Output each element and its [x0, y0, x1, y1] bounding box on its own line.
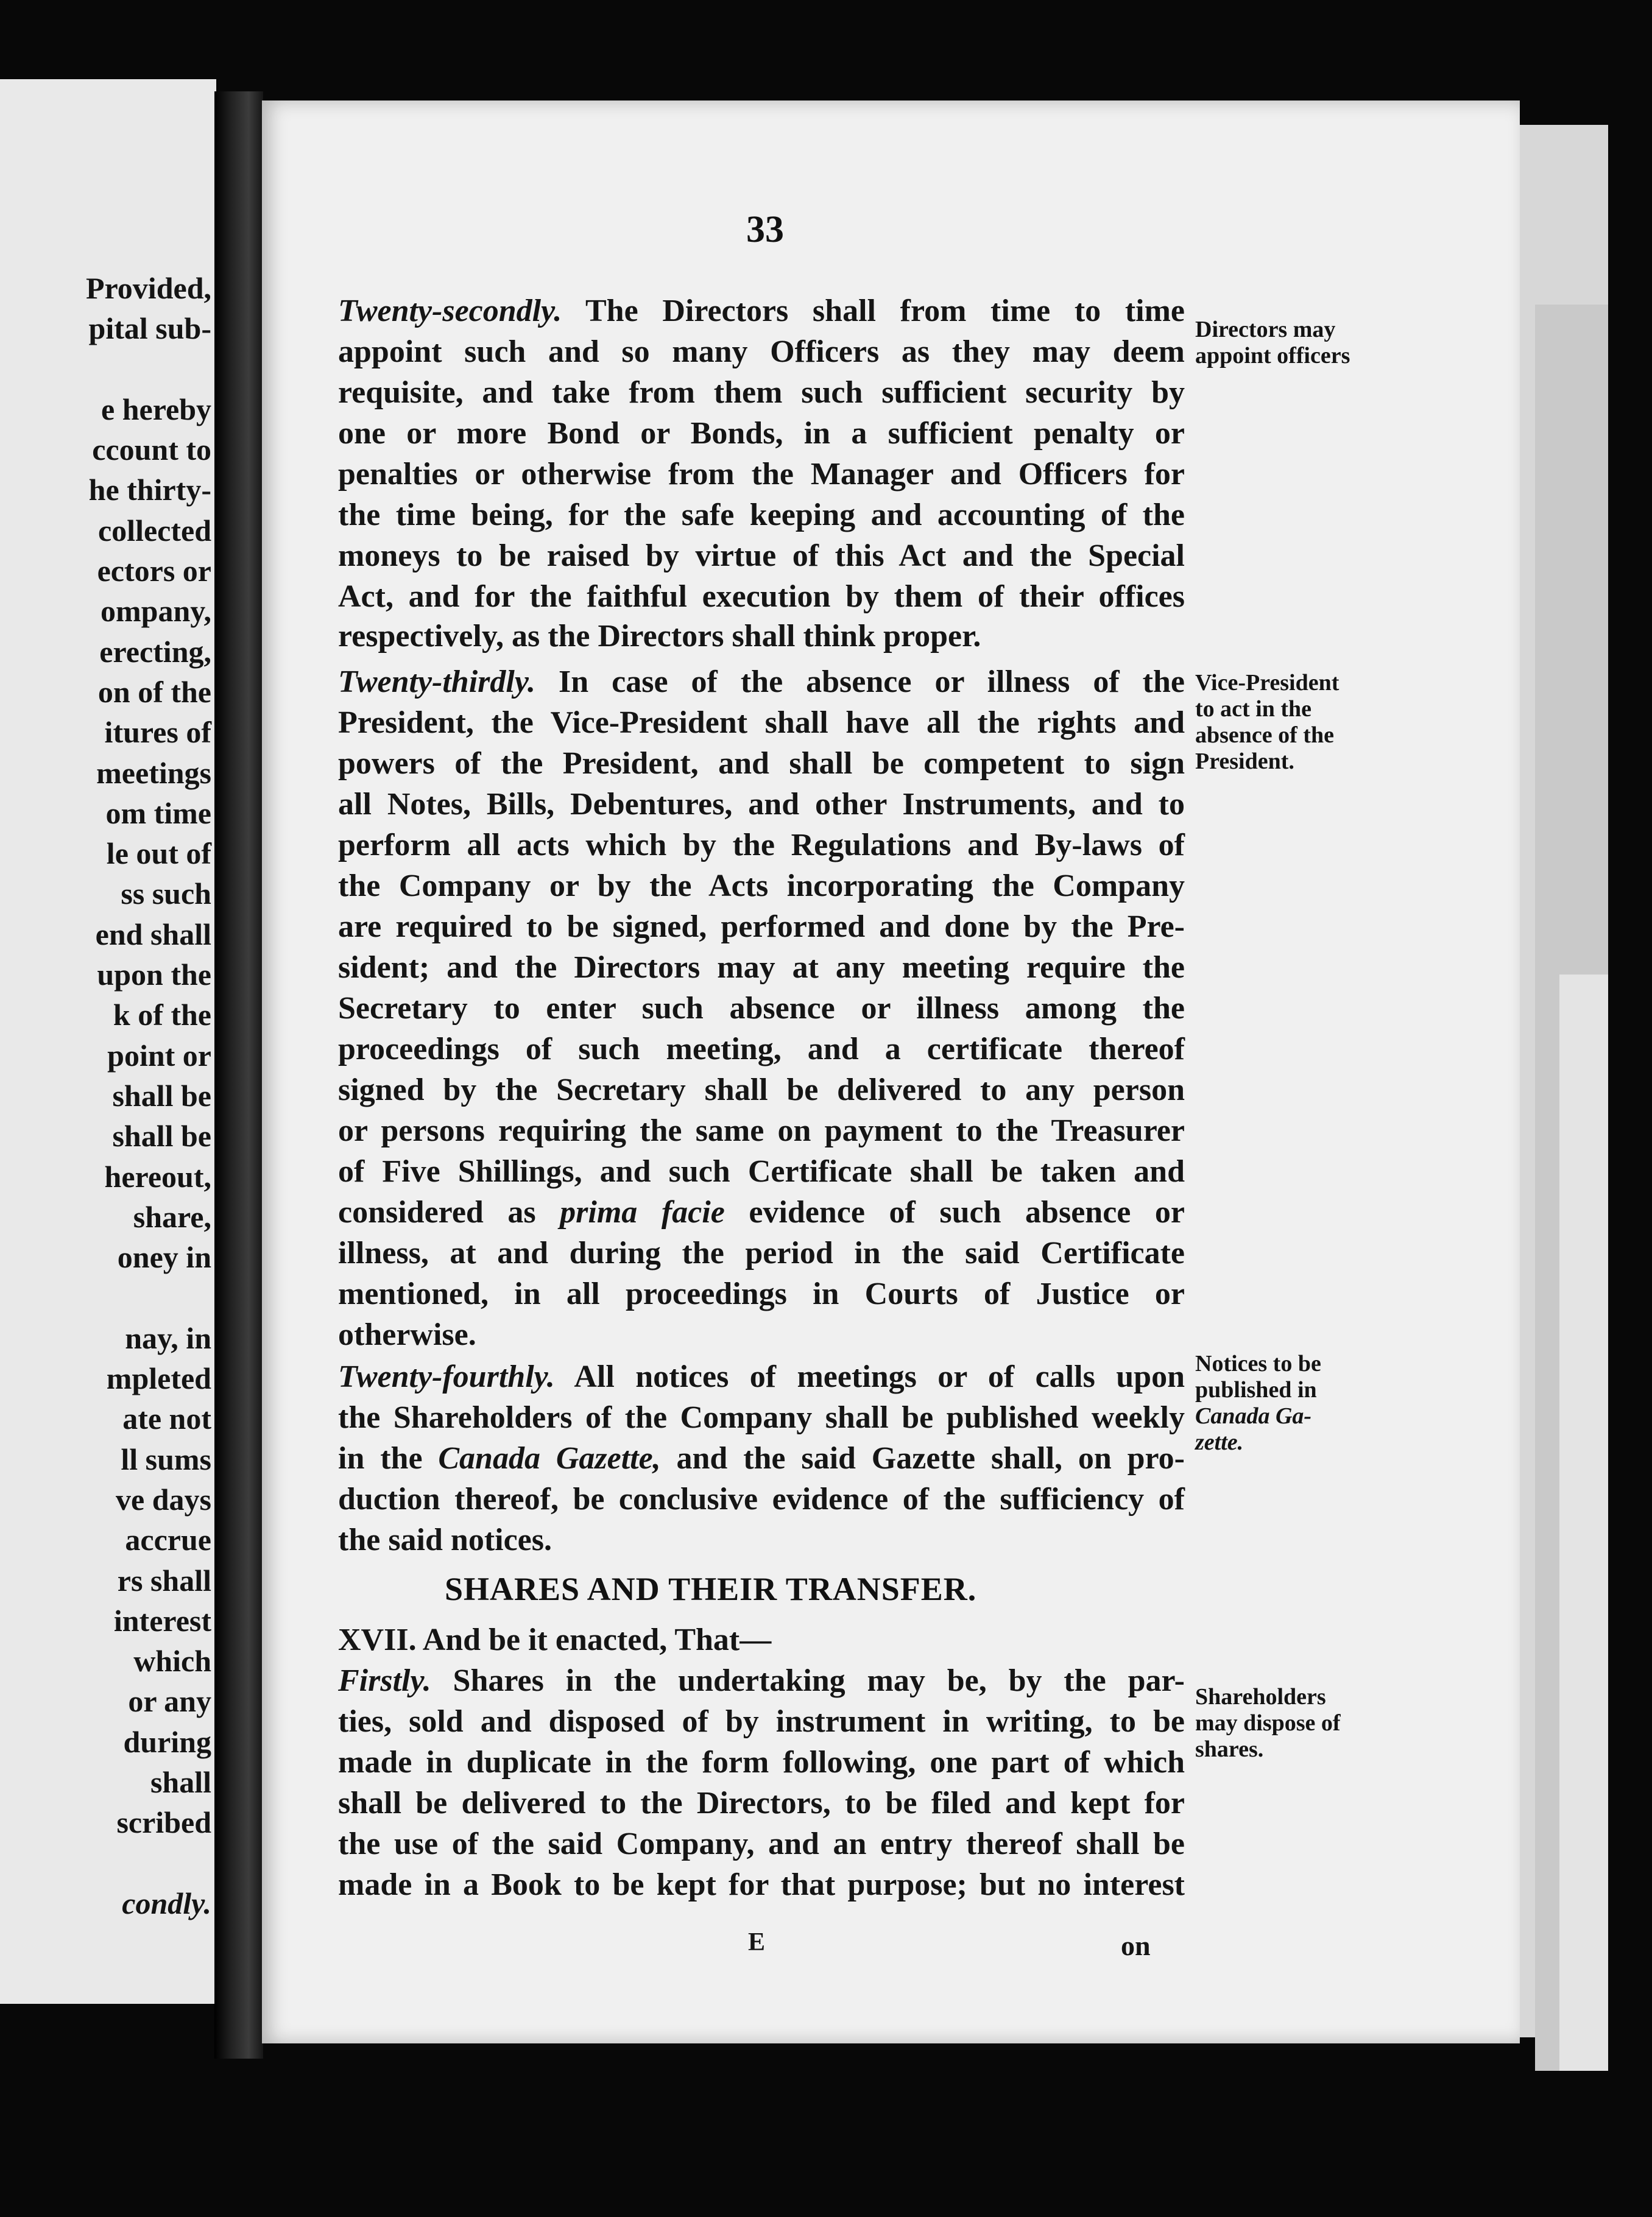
- text-line: [338, 1070, 1185, 1110]
- previous-page-line: ectors or: [97, 554, 211, 588]
- previous-page-line: k of the: [113, 998, 211, 1032]
- text-line: [338, 577, 1185, 617]
- previous-page-line: or any: [128, 1684, 211, 1719]
- italic-text: Twenty-fourthly.: [338, 1359, 555, 1394]
- text-span: perform all acts which by the Regulations and By-laws of: [338, 828, 1185, 862]
- text-line: [338, 1439, 1185, 1479]
- previous-page-line: which: [133, 1644, 211, 1679]
- previous-page-line: ccount to: [92, 432, 211, 467]
- previous-page-line: oney in: [117, 1240, 211, 1275]
- text-line: [338, 536, 1185, 576]
- previous-page-line: shall be: [112, 1078, 211, 1113]
- text-span: and the said Gazette shall, on pro-: [660, 1441, 1185, 1476]
- text-line: [338, 662, 1185, 702]
- margin-note-line: zette.: [1195, 1429, 1244, 1455]
- margin-note: [1195, 670, 1396, 775]
- text-span: the Shareholders of the Company shall be published weekly: [338, 1400, 1185, 1435]
- text-line: [338, 1520, 1185, 1560]
- text-line: [338, 495, 1185, 535]
- previous-page-line: nay, in: [125, 1320, 211, 1355]
- text-span: the use of the said Company, and an entry thereof shall be: [338, 1827, 1185, 1861]
- text-span: otherwise.: [338, 1317, 476, 1352]
- previous-page-text: [86, 268, 211, 1923]
- catchword: on: [1121, 1930, 1151, 1961]
- previous-page-line: shall: [150, 1764, 211, 1799]
- previous-page-line: le out of: [106, 836, 211, 871]
- text-span: penalties or otherwise from the Manager and Officers for: [338, 457, 1185, 492]
- text-span: mentioned, in all proceedings in Courts of Justice or: [338, 1277, 1185, 1311]
- text-span: Shares in the undertaking may be, by the par-: [431, 1663, 1185, 1698]
- margin-note-line: President.: [1195, 749, 1294, 774]
- previous-page-line: [86, 1843, 211, 1883]
- text-span: or persons requiring the same on payment to the Treasurer: [338, 1113, 1185, 1148]
- text-line: [338, 291, 1185, 331]
- text-line: [338, 1193, 1185, 1233]
- previous-page-line: interest: [113, 1603, 211, 1638]
- text-span: the Company or by the Acts incorporating the Company: [338, 869, 1185, 903]
- text-span: In case of the absence or illness of the: [535, 664, 1185, 699]
- margin-note-line: Shareholders: [1195, 1684, 1326, 1710]
- text-line: [338, 1274, 1185, 1314]
- previous-page-line: [86, 1277, 211, 1317]
- text-span: ties, sold and disposed of by instrument in writing, to be: [338, 1704, 1185, 1739]
- text-span: All notices of meetings or of calls upon: [554, 1359, 1185, 1394]
- previous-page-line: shall be: [112, 1119, 211, 1154]
- text-span: evidence of such absence or: [724, 1195, 1185, 1230]
- previous-page-line: scribed: [116, 1805, 211, 1840]
- text-span: the said notices.: [338, 1523, 552, 1557]
- text-span: respectively, as the Directors shall think proper.: [338, 619, 981, 654]
- text-span: requisite, and take from them such sufficient security by: [338, 375, 1185, 410]
- previous-page-line: he thirty-: [88, 473, 211, 507]
- previous-page-line: ss such: [121, 876, 211, 911]
- previous-page-line: mpleted: [106, 1361, 211, 1396]
- text-line: [338, 1315, 1185, 1355]
- text-span: The Directors shall from time to time: [562, 294, 1185, 328]
- italic-text: Twenty-secondly.: [338, 294, 562, 328]
- margin-note-line: Canada Ga-: [1195, 1403, 1312, 1429]
- text-span: made in duplicate in the form following, one part of which: [338, 1745, 1185, 1780]
- text-line: [338, 907, 1185, 947]
- margin-note: [1195, 317, 1396, 369]
- text-line: [338, 1233, 1185, 1274]
- text-span: XVII. And be it enacted, That—: [338, 1623, 772, 1657]
- page-number: 33: [746, 209, 784, 250]
- text-span: in the: [338, 1441, 439, 1476]
- previous-page-line: hereout,: [104, 1159, 211, 1194]
- text-line: [338, 414, 1185, 454]
- text-line: [338, 784, 1185, 825]
- text-line: [338, 989, 1185, 1029]
- text-span: considered as: [338, 1195, 560, 1230]
- margin-note-line: shares.: [1195, 1736, 1264, 1762]
- text-span: are required to be signed, performed and done by the Pre-: [338, 909, 1185, 944]
- previous-page-line: ll sums: [121, 1442, 211, 1476]
- text-span: President, the Vice-President shall have all the rights and: [338, 705, 1185, 740]
- text-line: [338, 1702, 1185, 1742]
- text-line: [338, 1152, 1185, 1192]
- previous-page-line: rs shall: [117, 1563, 211, 1598]
- text-line: [338, 1479, 1185, 1520]
- previous-page-line: condly.: [122, 1886, 211, 1920]
- text-span: one or more Bond or Bonds, in a sufficient penalty or: [338, 416, 1185, 451]
- binding-gutter: [214, 91, 263, 2059]
- previous-page-line: e hereby: [101, 392, 211, 426]
- previous-page-line: erecting,: [99, 634, 211, 669]
- section-heading: SHARES AND THEIR TRANSFER.: [445, 1571, 977, 1607]
- text-line: [338, 744, 1185, 784]
- text-span: of Five Shillings, and such Certificate shall be taken and: [338, 1154, 1185, 1189]
- italic-text: Twenty-thirdly.: [338, 664, 536, 699]
- margin-note-line: Directors may: [1195, 317, 1336, 342]
- previous-page-line: end shall: [95, 917, 211, 951]
- text-line: [338, 1620, 1185, 1660]
- text-span: signed by the Secretary shall be delivered to any person: [338, 1073, 1185, 1107]
- previous-page: [0, 79, 216, 2004]
- text-line: [338, 1111, 1185, 1151]
- text-span: appoint such and so many Officers as they may deem: [338, 334, 1185, 369]
- margin-note-line: may dispose of: [1195, 1710, 1341, 1736]
- italic-text: Firstly.: [338, 1663, 431, 1698]
- text-line: [338, 948, 1185, 988]
- previous-page-line: om time: [105, 795, 211, 830]
- text-line: [338, 1661, 1185, 1701]
- text-span: powers of the President, and shall be competent to sign: [338, 746, 1185, 781]
- previous-page-line: share,: [133, 1199, 211, 1234]
- margin-note-line: absence of the: [1195, 722, 1334, 748]
- previous-page-line: Provided,: [85, 271, 211, 305]
- text-span: the time being, for the safe keeping and accounting of the: [338, 498, 1185, 532]
- text-line: [338, 373, 1185, 413]
- previous-page-line: itures of: [104, 715, 211, 750]
- text-line: [338, 703, 1185, 743]
- previous-page-line: accrue: [125, 1523, 211, 1557]
- text-line: [338, 454, 1185, 495]
- italic-text: prima facie: [560, 1195, 725, 1230]
- margin-note-line: published in: [1195, 1377, 1317, 1403]
- text-span: proceedings of such meeting, and a certificate thereof: [338, 1032, 1185, 1066]
- margin-note: [1195, 1351, 1396, 1456]
- text-span: Act, and for the faithful execution by them of their offices: [338, 579, 1185, 614]
- margin-note-line: Vice-President: [1195, 670, 1340, 696]
- previous-page-line: collected: [97, 513, 211, 548]
- margin-note: [1195, 1684, 1396, 1763]
- previous-page-line: during: [123, 1724, 211, 1759]
- previous-page-line: upon the: [97, 957, 211, 992]
- text-span: sident; and the Directors may at any meeting require the: [338, 950, 1185, 985]
- text-line: [338, 1029, 1185, 1070]
- text-span: illness, at and during the period in the said Certificate: [338, 1236, 1185, 1271]
- text-span: Secretary to enter such absence or illness among the: [338, 991, 1185, 1026]
- text-line: [338, 825, 1185, 865]
- page-edge: [1559, 975, 1608, 2071]
- text-line: [338, 866, 1185, 906]
- text-line: [338, 1743, 1185, 1783]
- italic-text: Canada Gazette,: [438, 1441, 661, 1476]
- text-line: [338, 616, 1185, 657]
- text-span: all Notes, Bills, Debentures, and other Instruments, and to: [338, 787, 1185, 822]
- previous-page-line: meetings: [96, 755, 211, 790]
- text-line: [338, 1783, 1185, 1824]
- text-line: [338, 332, 1185, 372]
- previous-page-line: [86, 349, 211, 389]
- text-span: made in a Book to be kept for that purpose; but no interest: [338, 1867, 1185, 1902]
- text-line: [338, 1824, 1185, 1864]
- text-span: duction thereof, be conclusive evidence of the sufficiency of: [338, 1482, 1185, 1517]
- text-line: [338, 1357, 1185, 1397]
- previous-page-line: on of the: [97, 674, 211, 709]
- text-line: [338, 1865, 1185, 1905]
- previous-page-line: ve days: [116, 1482, 211, 1517]
- text-line: [338, 1398, 1185, 1438]
- previous-page-line: ompany,: [100, 594, 211, 629]
- margin-note-line: to act in the: [1195, 696, 1312, 722]
- previous-page-line: point or: [107, 1038, 211, 1073]
- signature-mark: E: [748, 1928, 766, 1956]
- previous-page-line: pital sub-: [88, 311, 211, 346]
- margin-note-line: appoint officers: [1195, 343, 1350, 368]
- text-span: moneys to be raised by virtue of this Act and the Special: [338, 538, 1185, 573]
- margin-note-line: Notices to be: [1195, 1351, 1321, 1376]
- previous-page-line: ate not: [122, 1401, 211, 1436]
- text-span: shall be delivered to the Directors, to be filed and kept for: [338, 1786, 1185, 1820]
